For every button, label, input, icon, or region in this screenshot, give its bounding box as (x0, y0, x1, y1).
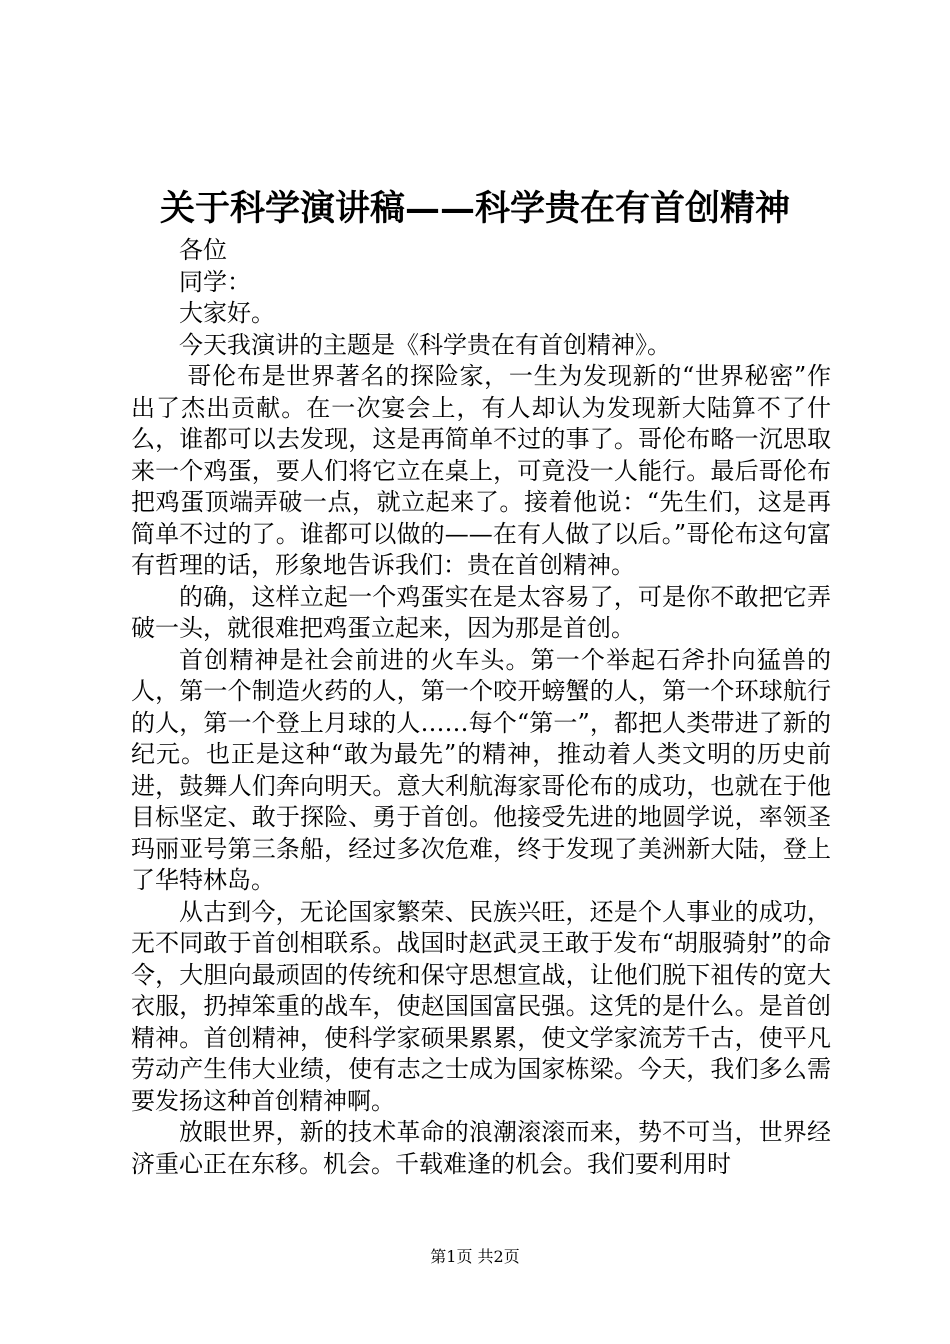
paragraph: 哥伦布是世界著名的探险家，一生为发现新的“世界秘密”作出了杰出贡献。在一次宴会上，有人却认为发现新大陆算不了什么，谁都可以去发现，这是再简单不过的事了。哥伦布略一沉思取来一个鸡蛋，要人们将它立在桌上，可竟没一人能行。最后哥伦布把鸡蛋顶端弄破一点，就立起来了。接着他说：“先生们，这是再简单不过的了。谁都可以做的——在有人做了以后。”哥伦布这句富有哲理的话，形象地告诉我们：贵在首创精神。 (131, 362, 831, 579)
paragraph: 大家好。 (179, 299, 275, 327)
paragraph: 从古到今，无论国家繁荣、民族兴旺，还是个人事业的成功，无不同敢于首创相联系。战国时赵武灵王敢于发布“胡服骑射”的命令，大胆向最顽固的传统和保守思想宣战，让他们脱下祖传的宽大衣服，扔掉笨重的战车，使赵国国富民强。这凭的是什么。是首创精神。首创精神，使科学家硕果累累，使文学家流芳千古，使平凡劳动产生伟大业绩，使有志之士成为国家栋梁。今天，我们多么需要发扬这种首创精神啊。 (131, 897, 831, 1115)
paragraph: 今天我演讲的主题是《科学贵在有首创精神》。 (179, 330, 671, 359)
paragraph: 首创精神是社会前进的火车头。第一个举起石斧扑向猛兽的人，第一个制造火药的人，第一个咬开螃蟹的人，第一个环球航行的人，第一个登上月球的人……每个“第一”，都把人类带进了新的纪元。也正是这种“敢为最先”的精神，推动着人类文明的历史前进，鼓舞人们奔向明天。意大利航海家哥伦布的成功，也就在于他目标坚定、敢于探险、勇于首创。他接受先进的地圆学说，率领圣玛丽亚号第三条船，经过多次危难，终于发现了美洲新大陆，登上了华特林岛。 (131, 645, 831, 894)
paragraph: 的确，这样立起一个鸡蛋实在是太容易了，可是你不敢把它弄破一头，就很难把鸡蛋立起来，因为那是首创。 (131, 582, 831, 642)
paragraph: 放眼世界，新的技术革命的浪潮滚滚而来，势不可当，世界经济重心正在东移。机会。千载难逢的机会。我们要利用时 (131, 1118, 831, 1178)
paragraph: 同学： (179, 267, 251, 296)
page-footer: 第1页 共2页 (430, 1247, 520, 1266)
document-title: 关于科学演讲稿——科学贵在有首创精神 (159, 188, 790, 229)
paragraph: 各位 (179, 236, 227, 264)
document-body (131, 235, 831, 1180)
